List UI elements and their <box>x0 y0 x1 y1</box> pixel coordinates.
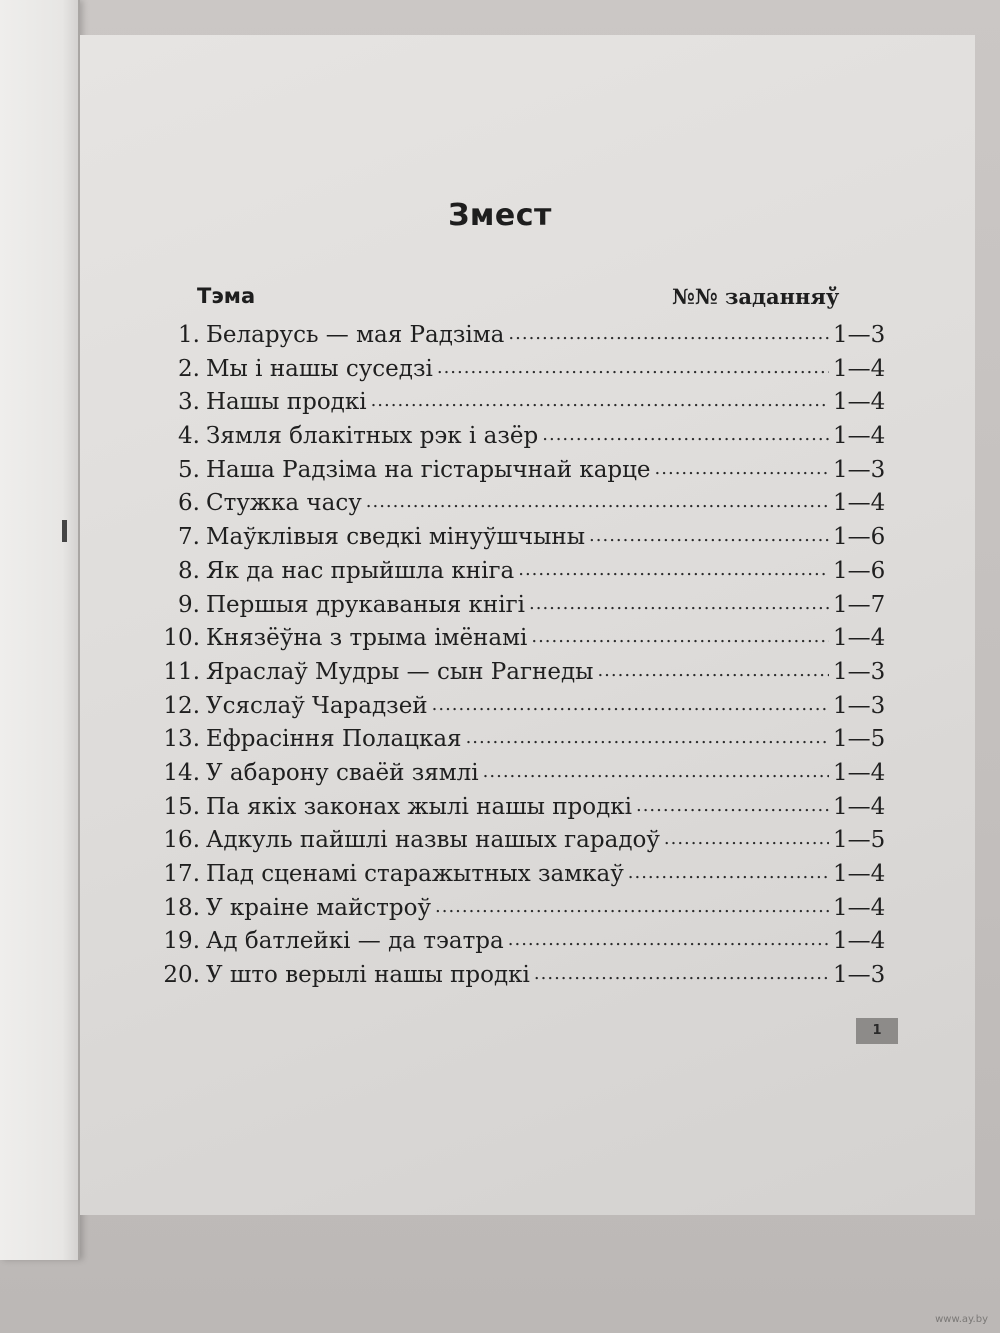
toc-entry-task-range: 1—4 <box>833 490 886 517</box>
toc-dot-leader <box>518 559 829 580</box>
toc-dot-leader <box>371 390 829 411</box>
toc-entry <box>150 457 895 491</box>
page-number: 1 <box>856 1018 898 1044</box>
toc-dot-leader <box>529 593 829 614</box>
toc-entry-title: У што верылі нашы продкі <box>206 962 530 989</box>
toc-entry-title: Зямля блакітных рэк і азёр <box>206 423 539 450</box>
toc-entry-number: 11. <box>163 658 200 685</box>
toc-entry-title: Пад сценамі старажытных замкаў <box>206 861 624 887</box>
toc-entry-task-range: 1—3 <box>833 692 886 719</box>
toc-entry-task-range: 1—6 <box>833 557 886 584</box>
toc-entry-title: Маўклівыя сведкі мінуўшчыны <box>206 524 586 551</box>
table-of-contents <box>150 322 895 996</box>
page-title: Змест <box>448 198 552 233</box>
page-edge-mark <box>62 520 67 542</box>
toc-entry <box>150 558 895 592</box>
toc-dot-leader <box>432 694 829 715</box>
toc-entry <box>150 423 895 457</box>
toc-entry-title: Князёўна з трыма імёнамі <box>206 625 528 652</box>
toc-entry-task-range: 1—3 <box>833 658 886 685</box>
toc-entry <box>150 524 895 558</box>
toc-entry-number: 9. <box>178 591 200 618</box>
toc-entry-task-range: 1—4 <box>833 759 886 786</box>
toc-entry <box>150 794 895 828</box>
toc-entry <box>150 760 895 794</box>
toc-entry-task-range: 1—4 <box>833 928 886 955</box>
toc-entry <box>150 861 895 895</box>
toc-entry-number: 17. <box>163 861 200 887</box>
toc-entry-number: 18. <box>163 894 200 921</box>
toc-entry-number: 3. <box>178 389 200 416</box>
toc-entry-title: Стужка часу <box>206 490 362 517</box>
toc-entry-task-range: 1—4 <box>833 389 886 416</box>
toc-dot-leader <box>628 862 829 883</box>
toc-entry-title: Наша Радзіма на гістарычнай карце <box>206 456 651 483</box>
toc-entry-title: Нашы продкі <box>206 389 367 416</box>
toc-entry <box>150 726 895 760</box>
toc-entry-task-range: 1—3 <box>833 322 886 348</box>
toc-dot-leader <box>664 828 829 849</box>
toc-entry-title: Беларусь — мая Радзіма <box>206 322 505 348</box>
toc-entry <box>150 928 895 962</box>
toc-entry-number: 1. <box>178 322 200 348</box>
toc-dot-leader <box>366 491 829 512</box>
toc-entry <box>150 322 895 356</box>
watermark: www.ay.by <box>935 1314 988 1325</box>
toc-entry <box>150 659 895 693</box>
toc-entry-number: 15. <box>163 793 200 820</box>
toc-dot-leader <box>589 525 829 546</box>
toc-entry <box>150 625 895 659</box>
toc-entry-title: Адкуль пайшлі назвы нашых гарадоў <box>206 827 660 854</box>
toc-entry-number: 7. <box>178 524 200 551</box>
toc-entry <box>150 827 895 861</box>
toc-entry-title: Па якіх законах жылі нашы продкі <box>206 793 632 820</box>
toc-entry-title: У краіне майстроў <box>206 894 431 921</box>
toc-entry-task-range: 1—4 <box>833 793 886 820</box>
toc-entry-number: 14. <box>163 759 200 786</box>
toc-entry-title: Ад батлейкі — да тэатра <box>206 928 504 955</box>
toc-dot-leader <box>531 626 829 647</box>
toc-entry <box>150 490 895 524</box>
toc-dot-leader <box>466 727 829 748</box>
toc-entry-title: Як да нас прыйшла кніга <box>206 557 515 584</box>
toc-entry-number: 6. <box>178 490 200 517</box>
toc-entry-task-range: 1—3 <box>833 456 886 483</box>
toc-dot-leader <box>508 323 829 344</box>
toc-dot-leader <box>435 896 829 917</box>
toc-entry-task-range: 1—6 <box>833 524 886 551</box>
toc-entry-task-range: 1—3 <box>833 962 886 989</box>
toc-entry-title: У абарону сваёй зямлі <box>206 759 479 786</box>
toc-entry <box>150 356 895 390</box>
toc-entry-number: 5. <box>178 456 200 483</box>
toc-entry-title: Мы і нашы суседзі <box>206 355 433 382</box>
toc-dot-leader <box>655 458 829 479</box>
toc-dot-leader <box>534 963 829 984</box>
toc-entry-task-range: 1—4 <box>833 894 886 921</box>
toc-entry-number: 8. <box>178 557 200 584</box>
toc-dot-leader <box>597 660 829 681</box>
toc-dot-leader <box>437 357 829 378</box>
toc-dot-leader <box>483 761 829 782</box>
toc-entry-title: Ефрасіння Полацкая <box>206 726 462 753</box>
tasks-column-header: №№ заданняў <box>672 284 840 309</box>
toc-entry-task-range: 1—4 <box>833 355 886 382</box>
toc-entry-number: 4. <box>178 423 200 450</box>
toc-entry-task-range: 1—4 <box>833 625 886 652</box>
toc-entry-task-range: 1—7 <box>833 591 886 618</box>
toc-entry <box>150 592 895 626</box>
toc-entry <box>150 693 895 727</box>
toc-entry-title: Першыя друкаваныя кнігі <box>206 591 525 618</box>
toc-dot-leader <box>542 424 829 445</box>
toc-entry <box>150 389 895 423</box>
toc-entry-number: 16. <box>163 827 200 854</box>
toc-entry-title: Яраслаў Мудры — сын Рагнеды <box>206 658 594 685</box>
toc-dot-leader <box>636 795 829 816</box>
toc-entry <box>150 962 895 996</box>
toc-entry-number: 13. <box>163 726 200 753</box>
toc-entry-task-range: 1—5 <box>833 827 886 854</box>
toc-entry-task-range: 1—4 <box>833 423 886 450</box>
toc-entry-number: 10. <box>163 625 200 652</box>
toc-entry-number: 12. <box>163 692 200 719</box>
toc-dot-leader <box>508 929 829 950</box>
facing-page-edge <box>0 0 80 1260</box>
toc-entry-number: 20. <box>163 962 200 989</box>
topic-column-header: Тэма <box>197 284 256 308</box>
toc-entry-task-range: 1—4 <box>833 861 886 887</box>
toc-entry <box>150 895 895 929</box>
toc-entry-number: 2. <box>178 355 200 382</box>
toc-entry-title: Усяслаў Чарадзей <box>206 692 428 719</box>
toc-entry-number: 19. <box>163 928 200 955</box>
toc-entry-task-range: 1—5 <box>833 726 886 753</box>
